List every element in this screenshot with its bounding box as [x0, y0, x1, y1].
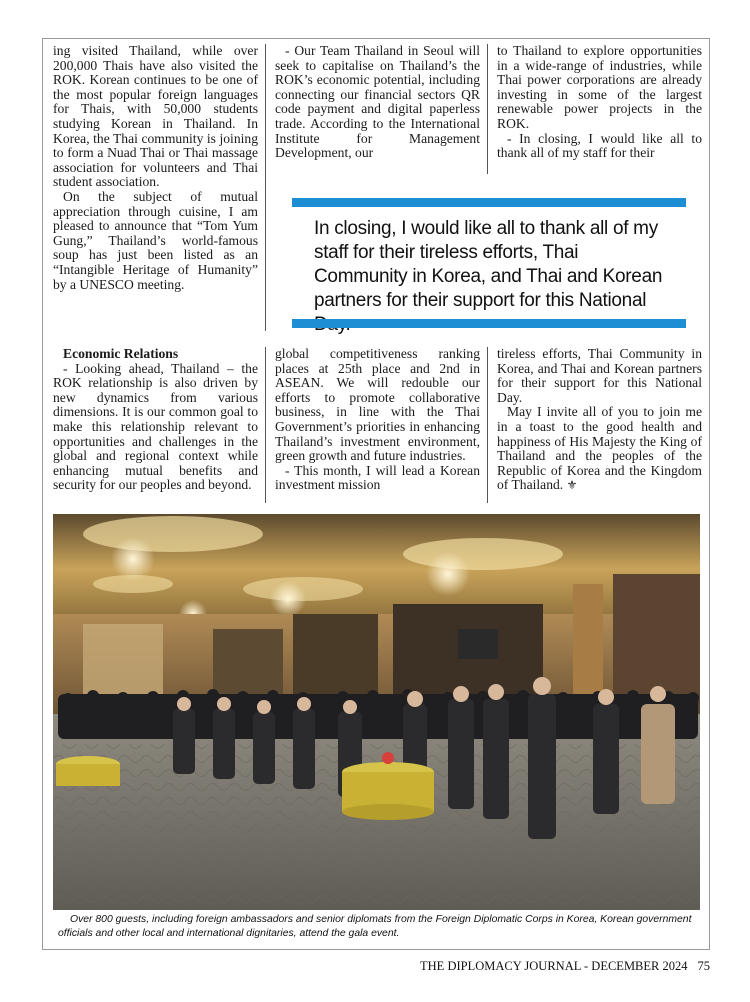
event-photo: [53, 514, 700, 910]
journal-title: THE DIPLOMACY JOURNAL - DECEMBER 2024: [420, 959, 688, 973]
paragraph: [497, 405, 702, 493]
page-footer: [420, 959, 710, 974]
end-mark-icon: ⚜: [566, 478, 578, 493]
column-divider: [487, 347, 488, 503]
section-heading: Economic Relations: [63, 346, 179, 361]
column-1-bottom: [53, 347, 258, 493]
column-3-bottom: [497, 347, 702, 493]
paragraph: - This month, I will lead a Korean investment mission: [275, 462, 480, 493]
column-2-top: [275, 44, 480, 161]
pull-quote-top-bar: [292, 198, 686, 207]
pull-quote: [292, 198, 686, 328]
closing-toast-text: May I invite all of you to join me in a toast to the good health and happiness of His Majesty the King of Thailand and the peoples of the Republic of Korea and the Kingdom of Thailand.: [497, 404, 702, 493]
column-2-bottom: [275, 347, 480, 493]
paragraph: - Looking ahead, Thailand – the ROK relationship is also driven by new dynamics from various dimensions. It is our common goal to make this relationship relevant to opportunities and challenges in the global and regional context while enhancing mutual benefits and security for our peoples and beyond.: [53, 360, 258, 493]
pull-quote-text: In closing, I would like all to thank all of my staff for their tireless efforts, Thai Community in Korea, and Thai and Korean partners for their support for this National: [314, 218, 663, 311]
photo-caption: Over 800 guests, including foreign ambassadors and senior diplomats from the Foreign Diplomatic Corps in Korea, Korean government officials and other local and international dignitaries, attend the gala event.: [58, 914, 692, 939]
column-divider: [265, 44, 266, 331]
page-number: 75: [697, 959, 710, 973]
column-divider: [265, 347, 266, 503]
column-divider: [487, 44, 488, 174]
paragraph: On the subject of mutual appreciation through cuisine, I am pleased to announce that “Tom Yum Gung,” Thailand’s world-famous soup has just been listed as an “Intangible Heritage of Humanity” by a UNESCO meeting.: [53, 188, 258, 292]
paragraph: to Thailand to explore opportunities in a wide-range of industries, while Thai power corporations are already investing in some of the largest renewable power projects in the ROK.: [497, 43, 702, 131]
paragraph: ing visited Thailand, while over 200,000 Thais have also visited the ROK. Korean continues to be one of the most popular foreign languages for Thais, with 50,000 students studying Korean in Thailand. In Korea, the Thai community is joining to form a Nuad Thai or Thai massage association for volunteers and Thai student association.: [53, 43, 258, 190]
paragraph: global competitiveness ranking places at 25th place and 2nd in ASEAN. We will redouble our efforts to promote collaborative business, in line with the Thai Government’s priorities in enhancing Thailand’s investment environment, green growth and future industries.: [275, 346, 480, 464]
gala-hall-illustration: [53, 514, 700, 910]
column-1-top: [53, 44, 258, 292]
paragraph: tireless efforts, Thai Community in Korea, and Thai and Korean partners for their support for this National Day.: [497, 346, 702, 405]
pull-quote-bottom-bar: [292, 319, 686, 328]
column-3-top: [497, 44, 702, 161]
paragraph: - Our Team Thailand in Seoul will seek to capitalise on Thailand’s the ROK’s economic potential, including connecting our financial sectors QR code payment and digital paperless trade. According to the International Institute for Management Development, our: [275, 43, 480, 161]
paragraph: - In closing, I would like all to thank all of my staff for their: [497, 130, 702, 161]
